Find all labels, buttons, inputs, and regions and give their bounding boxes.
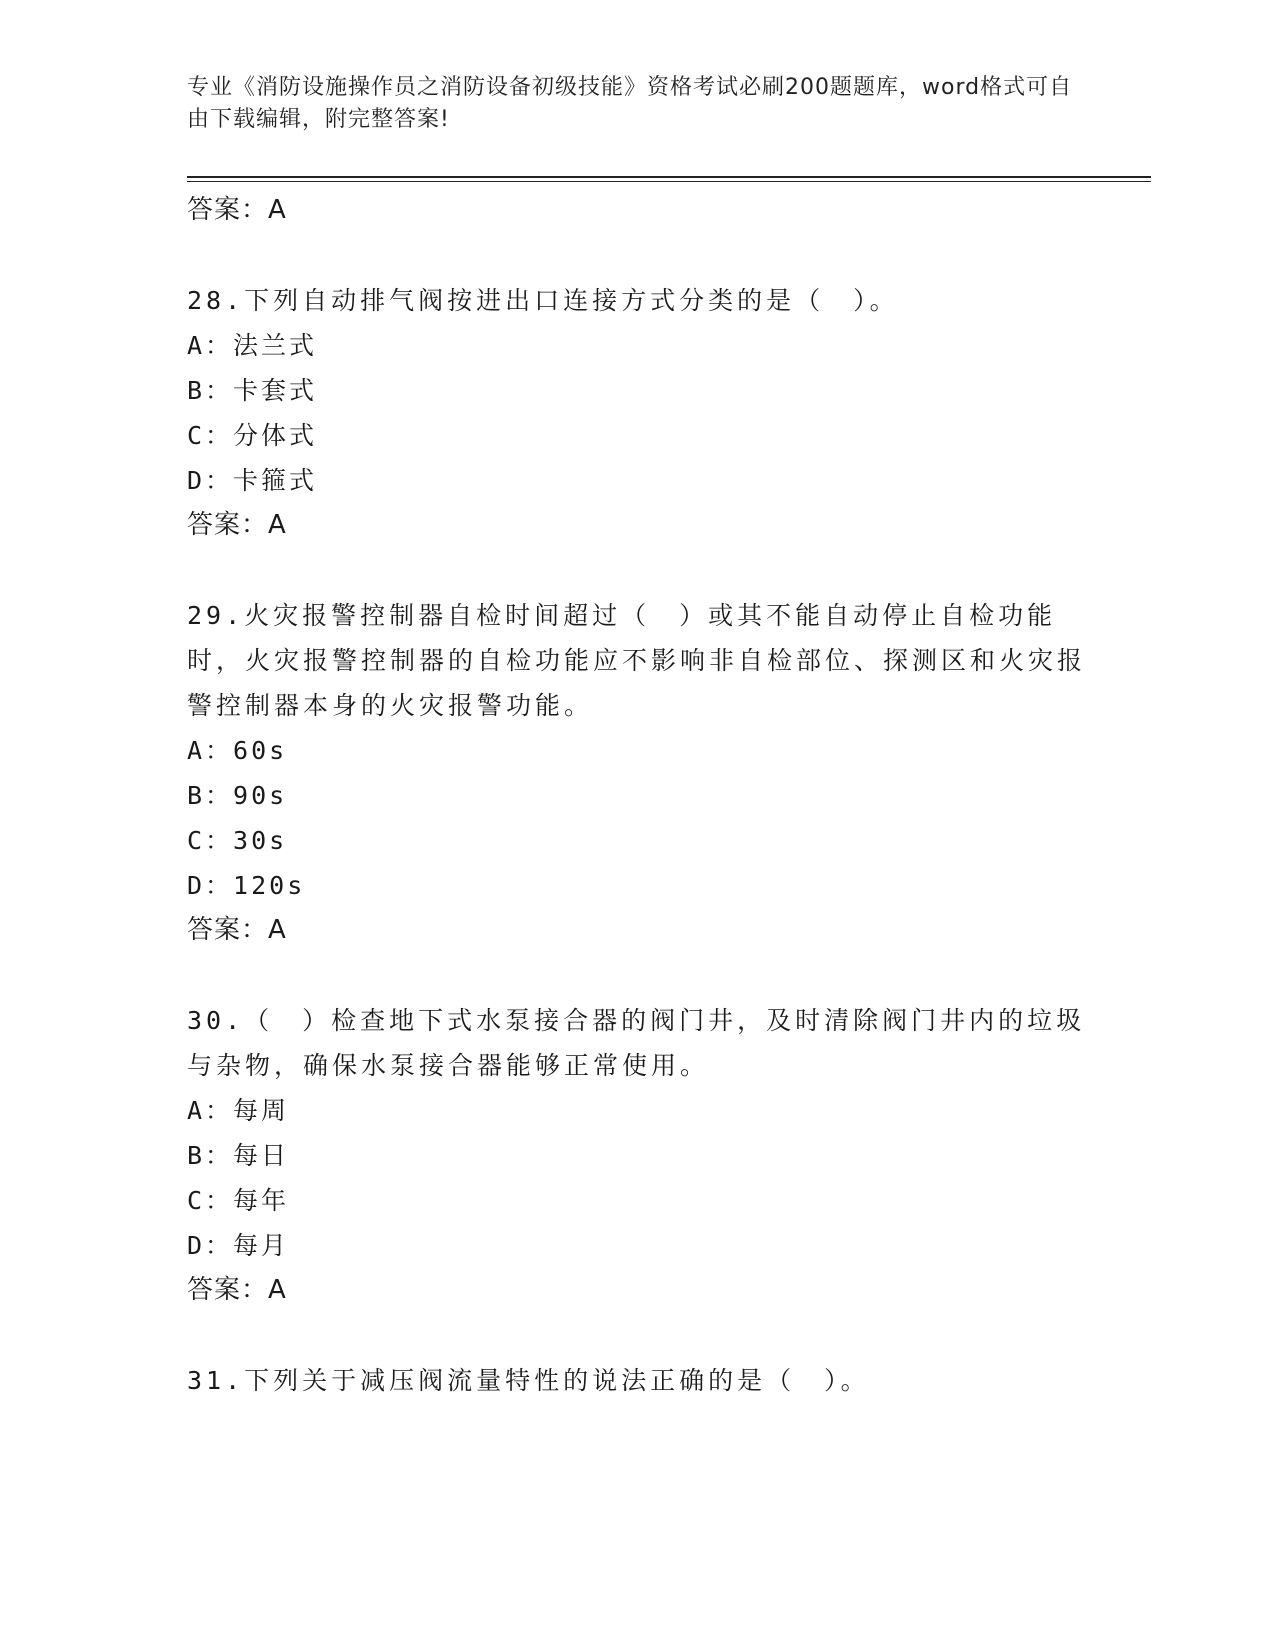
- option-b: B：90s: [187, 781, 288, 810]
- question-text: 29.火灾报警控制器自检时间超过（ ）或其不能自动停止自检功能时，火灾报警控制器的自检功能应不影响非自检部位、探测区和火灾报警控制器本身的火灾报警功能。: [187, 601, 1087, 720]
- option-c: C：每年: [187, 1186, 290, 1215]
- option-d: D：每月: [187, 1231, 290, 1260]
- option-a: A：法兰式: [187, 331, 318, 360]
- header-divider-thick: [187, 176, 1151, 178]
- option-a: A：每周: [187, 1096, 290, 1125]
- question-31: [187, 1358, 1087, 1403]
- answer-line: 答案：A: [187, 1275, 287, 1305]
- option-c: C：30s: [187, 826, 288, 855]
- document-body: [187, 188, 1087, 1403]
- header-divider-thin: [187, 181, 1151, 182]
- question-28: [187, 278, 1087, 547]
- option-d: D：卡箍式: [187, 466, 318, 495]
- question-29: [187, 593, 1087, 952]
- answer-line: 答案：A: [187, 510, 287, 540]
- question-text: 31.下列关于减压阀流量特性的说法正确的是（ ）。: [187, 1366, 870, 1395]
- question-text: 28.下列自动排气阀按进出口连接方式分类的是（ ）。: [187, 286, 899, 315]
- option-b: B：每日: [187, 1141, 290, 1170]
- answer-line: 答案：A: [187, 195, 287, 225]
- answer-line: 答案：A: [187, 915, 287, 945]
- option-b: B：卡套式: [187, 376, 318, 405]
- question-30: [187, 998, 1087, 1312]
- option-a: A：60s: [187, 736, 288, 765]
- option-d: D：120s: [187, 871, 306, 900]
- header-title: 专业《消防设施操作员之消防设备初级技能》资格考试必刷200题题库，word格式可自由下载编辑，附完整答案!: [187, 75, 1073, 132]
- question-text: 30.（ ）检查地下式水泵接合器的阀门井，及时清除阀门井内的垃圾与杂物，确保水泵接合器能够正常使用。: [187, 1006, 1086, 1080]
- document-header: [187, 72, 1087, 136]
- option-c: C：分体式: [187, 421, 318, 450]
